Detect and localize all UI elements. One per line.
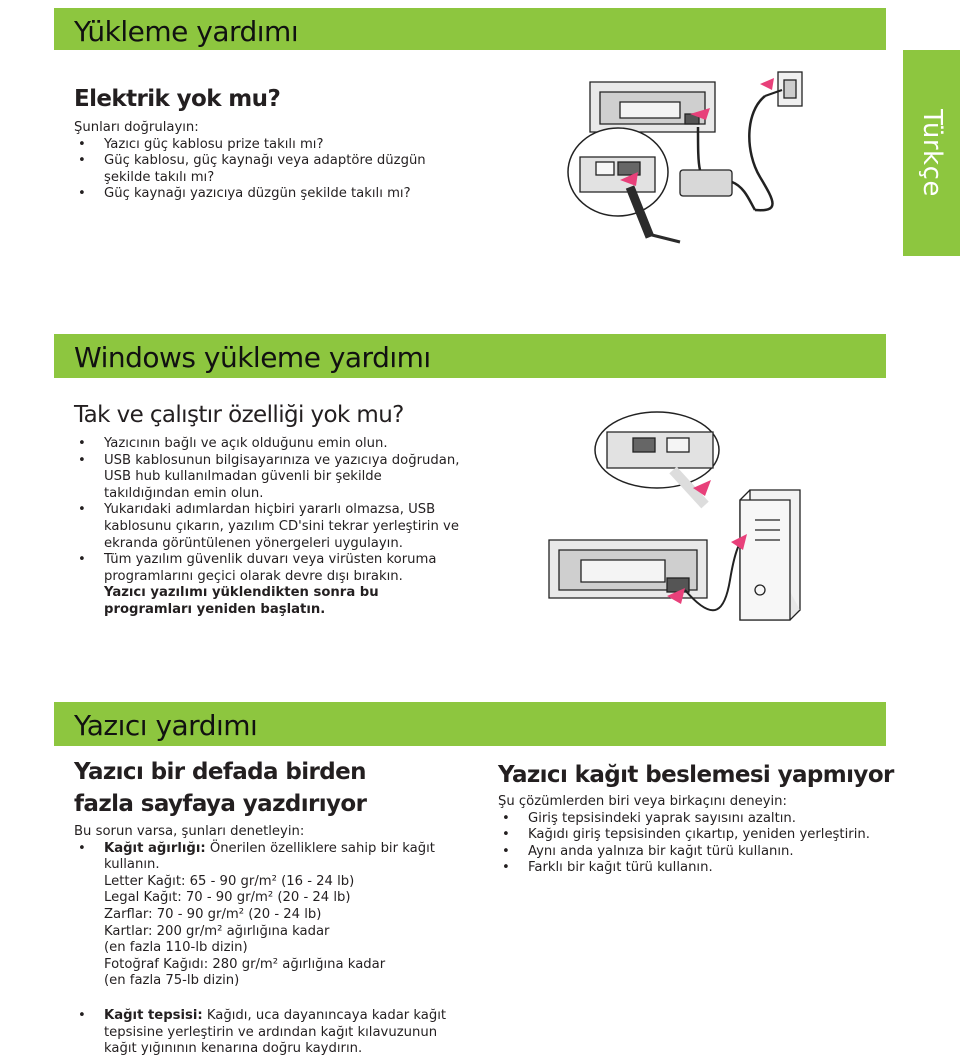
- plugplay-heading: Tak ve çalıştır özelliği yok mu?: [74, 402, 404, 428]
- tray-list: [74, 1008, 474, 1058]
- feed-intro: Şu çözümlerden biri veya birkaçını deneyin:: [498, 794, 787, 809]
- list-item: • Güç kablosu, güç kaynağı veya adaptöre düzgün şekilde takılı mı?: [74, 153, 444, 186]
- list-item: [74, 1008, 454, 1058]
- section-title: Yazıcı yardımı: [74, 709, 258, 742]
- feed-list: [498, 811, 878, 877]
- weight-line: Zarflar: 70 - 90 gr/m² (20 - 24 lb): [104, 906, 322, 922]
- feed-content: [498, 794, 878, 877]
- feed-heading: Yazıcı kağıt beslemesi yapmıyor: [498, 762, 894, 788]
- printer-power-illustration: [560, 62, 850, 248]
- power-list: [74, 137, 474, 203]
- plugplay-list: [74, 436, 464, 585]
- weight-line: Legal Kağıt: 70 - 90 gr/m² (20 - 24 lb): [104, 890, 351, 906]
- weight-line: (en fazla 110-lb dizin): [104, 940, 248, 956]
- list-item: • Tüm yazılım güvenlik duvarı veya virüsten koruma programlarını geçici olarak devre dışı bırakın.: [74, 552, 464, 585]
- language-tab: [903, 50, 960, 256]
- tray-text: Kağıdı, uca dayanıncaya kadar kağıt tepsisine yerleştirin ve ardından kağıt kılavuzunun kağıt yığınının kenarına doğru kaydırın.: [104, 1007, 447, 1057]
- multi-list: [74, 841, 474, 874]
- list-item: • Yazıcı güç kablosu prize takılı mı?: [74, 137, 474, 154]
- bold-note: Yazıcı yazılımı yüklendikten sonra bu programları yeniden başlatın.: [104, 585, 379, 617]
- weight-line: Letter Kağıt: 65 - 90 gr/m² (16 - 24 lb): [104, 873, 355, 889]
- list-item: [74, 841, 474, 874]
- weight-text: Önerilen özelliklere sahip bir kağıt kullanın.: [104, 840, 435, 873]
- list-item: • Kağıdı giriş tepsisinden çıkartıp, yeniden yerleştirin.: [498, 827, 878, 844]
- list-item: • Giriş tepsisindeki yaprak sayısını azaltın.: [498, 811, 878, 828]
- multi-intro: Bu sorun varsa, şunları denetleyin:: [74, 824, 305, 839]
- printer-usb-illustration: [545, 410, 815, 635]
- list-item: • Yukarıdaki adımlardan hiçbiri yararlı olmazsa, USB kablosunu çıkarın, yazılım CD'sini tekrar yerleştirin ve ekranda görüntülenen yönergeleri uygulayın.: [74, 502, 464, 552]
- list-item: • Farklı bir kağıt türü kullanın.: [498, 860, 878, 877]
- weights-list: [74, 874, 474, 990]
- multi-content: [74, 824, 474, 1058]
- multi-heading: Yazıcı bir defada birden fazla sayfaya yazdırıyor: [74, 759, 367, 817]
- power-intro: Şunları doğrulayın:: [74, 120, 199, 135]
- section-header-loading-help: [54, 8, 886, 50]
- weight-label: Kağıt ağırlığı:: [104, 840, 206, 856]
- power-content: [74, 120, 474, 203]
- section-title: Windows yükleme yardımı: [74, 341, 431, 374]
- list-item: • USB kablosunun bilgisayarınıza ve yazıcıya doğrudan, USB hub kullanılmadan güvenli bir şekilde takıldığından emin olun.: [74, 453, 464, 503]
- power-heading: Elektrik yok mu?: [74, 86, 281, 112]
- list-item: • Yazıcının bağlı ve açık olduğunu emin olun.: [74, 436, 464, 453]
- language-tab-label: Türkçe: [916, 109, 947, 197]
- section-title: Yükleme yardımı: [74, 15, 299, 48]
- plugplay-content: [74, 436, 464, 619]
- weight-line: (en fazla 75-lb dizin): [104, 973, 240, 989]
- tray-label: Kağıt tepsisi:: [104, 1007, 203, 1023]
- weight-line: Kartlar: 200 gr/m² ağırlığına kadar: [104, 923, 330, 939]
- weight-line: Fotoğraf Kağıdı: 280 gr/m² ağırlığına kadar: [104, 956, 386, 972]
- list-item: • Aynı anda yalnıza bir kağıt türü kullanın.: [498, 844, 878, 861]
- section-header-printer-help: [54, 702, 886, 746]
- list-item: • Güç kaynağı yazıcıya düzgün şekilde takılı mı?: [74, 186, 474, 203]
- section-header-windows-help: [54, 334, 886, 378]
